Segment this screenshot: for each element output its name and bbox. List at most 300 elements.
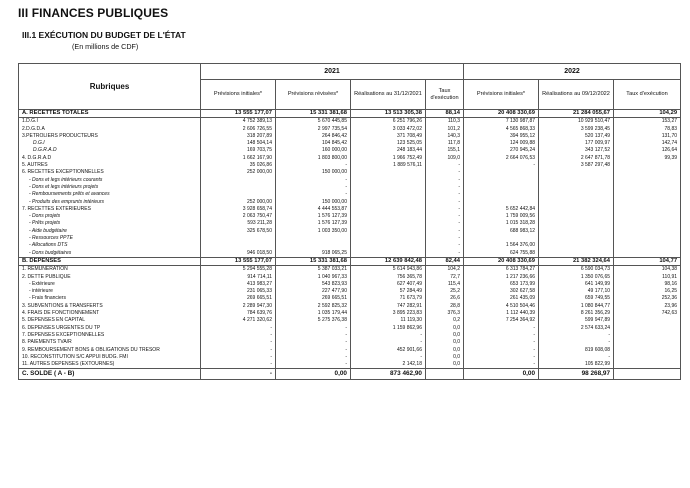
cell-value [351,199,426,206]
cell-value: 101,2 [426,126,464,133]
cell-value: 248 183,44 [351,147,426,154]
cell-value: - [201,339,276,346]
table-row [19,133,681,140]
cell-value: 20 408 330,69 [464,257,539,265]
cell-value: 0,2 [426,317,464,324]
row-label: 3. SUBVENTIONS & TRANSFERTS [19,303,201,310]
cell-value: 142,74 [614,140,681,147]
row-label: - Ressources PPTE [19,235,201,242]
row-label: 1.D.G.I [19,118,201,126]
table-row [19,295,681,302]
cell-value: 270 945,24 [464,147,539,154]
table-row [19,140,681,147]
table-row [19,310,681,317]
cell-value: 131,70 [614,133,681,140]
col-header: Taux d'exécution [614,80,681,110]
cell-value: 343 127,52 [539,147,614,154]
table-row [19,354,681,361]
cell-value: 543 823,93 [276,281,351,288]
table-row [19,250,681,258]
cell-value [614,354,681,361]
cell-value: 227 477,90 [276,288,351,295]
row-label: 1. RÉMUNÉRATION [19,266,201,274]
cell-value: - [201,332,276,339]
cell-value: 7 254 364,92 [464,317,539,324]
row-label: - Frais financiers [19,295,201,302]
cell-value: 25,2 [426,288,464,295]
table-row [19,347,681,354]
row-label: 9. REMBOURSEMENT BONS & OBLIGATIONS DU TRÉSOR [19,347,201,354]
cell-value: 318 207,89 [201,133,276,140]
cell-value [614,177,681,184]
row-label: 2. DETTE PUBLIQUE [19,274,201,281]
cell-value: 13 555 177,07 [201,257,276,265]
cell-value: 1 003 350,00 [276,228,351,235]
table-row [19,281,681,288]
cell-value: 593 211,28 [201,220,276,227]
cell-value: 2 997 735,54 [276,126,351,133]
table-row [19,257,681,265]
cell-value [276,235,351,242]
cell-value: 10 929 510,47 [539,118,614,126]
cell-value: 153,27 [614,118,681,126]
cell-value: - [464,162,539,169]
cell-value: 115,4 [426,281,464,288]
cell-value: - [464,354,539,361]
table-body [19,110,681,380]
cell-value [614,169,681,176]
table-row [19,177,681,184]
cell-value: - [426,191,464,198]
unit-note: (En millions de CDF) [72,42,139,51]
row-label: D.G.I [19,140,201,147]
cell-value: 5 387 033,21 [276,266,351,274]
cell-value: 269 665,51 [276,295,351,302]
cell-value: 413 983,27 [201,281,276,288]
cell-value [539,184,614,191]
cell-value: 873 462,90 [351,369,426,380]
cell-value: - [426,235,464,242]
cell-value: - [276,162,351,169]
cell-value: 4 752 389,13 [201,118,276,126]
table-row [19,242,681,249]
cell-value: 325 678,50 [201,228,276,235]
cell-value: 1 889 576,11 [351,162,426,169]
col-header: Taux d'exécution [426,80,464,110]
cell-value: 2 664 076,53 [464,155,539,162]
cell-value: 105 822,99 [539,361,614,369]
cell-value: 688 983,12 [464,228,539,235]
cell-value [614,347,681,354]
cell-value: 150 000,00 [276,199,351,206]
cell-value [614,361,681,369]
cell-value: 2 289 947,30 [201,303,276,310]
cell-value: - [539,332,614,339]
row-label: 6. RECETTES EXCEPTIONNELLES [19,169,201,176]
row-label: - Dons budgétaires [19,250,201,258]
cell-value: 641 149,99 [539,281,614,288]
cell-value [464,169,539,176]
cell-value: - [276,361,351,369]
year-2021-header: 2021 [201,64,464,80]
cell-value: - [201,354,276,361]
cell-value [614,242,681,249]
cell-value: 376,3 [426,310,464,317]
table-row [19,274,681,281]
cell-value: 23,96 [614,303,681,310]
cell-value: - [276,332,351,339]
row-label: - Extérieure [19,281,201,288]
cell-value: 1 350 076,65 [539,274,614,281]
row-label: 8. PAIEMENTS TVA/R [19,339,201,346]
cell-value [464,199,539,206]
row-label: D.G.R.A.D [19,147,201,154]
cell-value: - [426,220,464,227]
row-label: - Remboursements prêts et avances [19,191,201,198]
cell-value [201,242,276,249]
cell-value: - [276,191,351,198]
cell-value: - [464,325,539,332]
cell-value: - [351,354,426,361]
cell-value: 28,8 [426,303,464,310]
cell-value [201,191,276,198]
cell-value: - [276,184,351,191]
cell-value [539,235,614,242]
table-row [19,361,681,369]
cell-value: - [539,354,614,361]
cell-value: - [201,369,276,380]
cell-value [351,213,426,220]
cell-value [614,162,681,169]
cell-value: 3 599 238,45 [539,126,614,133]
cell-value [351,169,426,176]
table-row [19,220,681,227]
table-row [19,332,681,339]
cell-value: 1 662 167,90 [201,155,276,162]
row-label: - Allocations DTS [19,242,201,249]
cell-value [614,250,681,258]
cell-value: 15 331 381,68 [276,110,351,118]
cell-value: 11 119,30 [351,317,426,324]
row-label: 4. FRAIS DE FONCTIONNEMENT [19,310,201,317]
cell-value: 5 614 943,86 [351,266,426,274]
cell-value: 5 275 376,38 [276,317,351,324]
col-header: Prévisions initiales* [464,80,539,110]
cell-value: 140,3 [426,133,464,140]
cell-value: 5 670 445,85 [276,118,351,126]
cell-value: 117,8 [426,140,464,147]
cell-value: 72,7 [426,274,464,281]
cell-value [351,250,426,258]
cell-value: 5 652 442,84 [464,206,539,213]
cell-value: - [351,332,426,339]
table-row [19,199,681,206]
cell-value: - [426,228,464,235]
cell-value: 2 647 871,78 [539,155,614,162]
row-label: 3.PÉTROLIERS PRODUCTEURS [19,133,201,140]
cell-value: 8 261 356,29 [539,310,614,317]
cell-value: 0,0 [426,354,464,361]
cell-value: 742,63 [614,310,681,317]
cell-value: 1 159 862,96 [351,325,426,332]
cell-value: 1 576 127,39 [276,213,351,220]
cell-value: 160 000,00 [276,147,351,154]
cell-value: 3 587 297,48 [539,162,614,169]
cell-value: 1 217 236,66 [464,274,539,281]
cell-value: - [464,339,539,346]
cell-value: 394 955,12 [464,133,539,140]
cell-value [426,369,464,380]
cell-value [614,339,681,346]
cell-value: 3 928 658,74 [201,206,276,213]
cell-value: 49 177,10 [539,288,614,295]
cell-value [614,220,681,227]
cell-value: 98 268,97 [539,369,614,380]
cell-value: 6 313 784,27 [464,266,539,274]
cell-value [614,369,681,380]
table-row [19,288,681,295]
cell-value: - [201,361,276,369]
cell-value: 1 112 440,39 [464,310,539,317]
cell-value [351,220,426,227]
cell-value [614,184,681,191]
table-row [19,118,681,126]
page-title: III FINANCES PUBLIQUES [18,6,169,20]
cell-value [201,184,276,191]
cell-value: 0,00 [464,369,539,380]
cell-value [351,242,426,249]
cell-value [464,184,539,191]
cell-value: - [426,206,464,213]
cell-value: 2 063 750,47 [201,213,276,220]
cell-value: 252,36 [614,295,681,302]
cell-value: 302 627,58 [464,288,539,295]
cell-value: 1 040 967,33 [276,274,351,281]
row-label: 5. AUTRES [19,162,201,169]
cell-value [614,317,681,324]
cell-value [276,242,351,249]
col-header: Réalisations au 09/12/2022 [539,80,614,110]
year-2022-header: 2022 [464,64,681,80]
cell-value: - [426,242,464,249]
cell-value: 4 271 320,62 [201,317,276,324]
cell-value: 0,0 [426,332,464,339]
cell-value: 261 435,09 [464,295,539,302]
row-label: 5. DÉPENSES EN CAPITAL [19,317,201,324]
cell-value: 110,3 [426,118,464,126]
cell-value: 5 294 555,28 [201,266,276,274]
cell-value [351,235,426,242]
cell-value: 82,44 [426,257,464,265]
cell-value: 104 845,42 [276,140,351,147]
cell-value: 659 749,55 [539,295,614,302]
cell-value: - [539,339,614,346]
row-label: B. DÉPENSES [19,257,201,265]
cell-value [464,177,539,184]
cell-value [539,228,614,235]
col-header: Prévisions révisées* [276,80,351,110]
cell-value: 4 444 553,87 [276,206,351,213]
table-row [19,110,681,118]
cell-value [614,213,681,220]
cell-value: 21 284 055,67 [539,110,614,118]
cell-value: - [426,169,464,176]
cell-value: 371 708,49 [351,133,426,140]
cell-value: 520 137,49 [539,133,614,140]
cell-value: 78,83 [614,126,681,133]
cell-value: 57 284,49 [351,288,426,295]
cell-value [539,220,614,227]
cell-value: - [201,325,276,332]
cell-value: 123 525,05 [351,140,426,147]
cell-value: 169 703,75 [201,147,276,154]
table-title: III.1 EXÉCUTION DU BUDGET DE L'ÉTAT [22,30,186,40]
table-row [19,339,681,346]
cell-value: 231 065,33 [201,288,276,295]
cell-value: 1 966 752,49 [351,155,426,162]
table-row [19,162,681,169]
cell-value: 21 382 324,64 [539,257,614,265]
cell-value [539,199,614,206]
cell-value: 155,1 [426,147,464,154]
cell-value [614,199,681,206]
cell-value: 1 080 844,77 [539,303,614,310]
cell-value [201,177,276,184]
cell-value: - [276,347,351,354]
cell-value: - [276,354,351,361]
cell-value: - [426,184,464,191]
cell-value: 0,0 [426,325,464,332]
cell-value: 627 407,49 [351,281,426,288]
cell-value: 104,29 [614,110,681,118]
cell-value: 124 009,88 [464,140,539,147]
table-row [19,206,681,213]
cell-value: 13 555 177,07 [201,110,276,118]
cell-value: - [276,177,351,184]
cell-value [539,191,614,198]
cell-value [539,177,614,184]
cell-value: 99,39 [614,155,681,162]
cell-value [614,191,681,198]
table-row [19,235,681,242]
cell-value: 104,2 [426,266,464,274]
cell-value: 88,14 [426,110,464,118]
row-label: 10. RECONSTITUTION S/C APPUI BUDG. FMI [19,354,201,361]
table-row [19,317,681,324]
row-label: - Aide budgétaire [19,228,201,235]
cell-value: 784 639,76 [201,310,276,317]
cell-value: 26,6 [426,295,464,302]
cell-value: 624 755,88 [464,250,539,258]
cell-value: 150 000,00 [276,169,351,176]
cell-value: - [201,347,276,354]
table-row [19,213,681,220]
cell-value: 98,16 [614,281,681,288]
cell-value: 747 282,91 [351,303,426,310]
cell-value: 1 035 179,44 [276,310,351,317]
cell-value: 1 015 318,28 [464,220,539,227]
cell-value [351,228,426,235]
cell-value: 1 759 009,56 [464,213,539,220]
cell-value: 1 576 127,39 [276,220,351,227]
cell-value: 452 901,66 [351,347,426,354]
cell-value: 252 000,00 [201,199,276,206]
cell-value: 264 846,42 [276,133,351,140]
cell-value: 599 947,89 [539,317,614,324]
cell-value [614,325,681,332]
cell-value [614,228,681,235]
cell-value [614,332,681,339]
cell-value: - [464,361,539,369]
cell-value: 653 173,99 [464,281,539,288]
cell-value: 269 665,51 [201,295,276,302]
cell-value: 3 895 223,83 [351,310,426,317]
row-label: 7. DÉPENSES EXCEPTIONNELLES [19,332,201,339]
cell-value: 126,64 [614,147,681,154]
cell-value: - [426,213,464,220]
cell-value: 6 590 034,73 [539,266,614,274]
cell-value: 252 000,00 [201,169,276,176]
cell-value: 71 673,79 [351,295,426,302]
cell-value [351,177,426,184]
cell-value: 2 574 633,24 [539,325,614,332]
cell-value: 6 251 796,26 [351,118,426,126]
cell-value: 20 408 330,69 [464,110,539,118]
row-label: 2.D.G.D.A [19,126,201,133]
cell-value: 946 018,50 [201,250,276,258]
cell-value [539,206,614,213]
rubriques-header: Rubriques [19,64,201,110]
cell-value: 914 714,11 [201,274,276,281]
cell-value [539,169,614,176]
cell-value [614,235,681,242]
table-row [19,325,681,332]
cell-value: - [276,325,351,332]
cell-value: - [351,339,426,346]
cell-value: 1 803 800,00 [276,155,351,162]
table-row [19,266,681,274]
table-row [19,155,681,162]
cell-value: - [276,339,351,346]
cell-value: - [426,199,464,206]
cell-value [351,206,426,213]
cell-value: 1 564 376,00 [464,242,539,249]
cell-value [539,250,614,258]
cell-value: 3 033 472,02 [351,126,426,133]
cell-value: 35 026,86 [201,162,276,169]
table-row [19,126,681,133]
budget-table [18,63,681,380]
row-label: - Produits des emprunts intérieurs [19,199,201,206]
cell-value: 0,0 [426,339,464,346]
cell-value: 819 608,08 [539,347,614,354]
cell-value: - [426,250,464,258]
cell-value: 4 510 504,46 [464,303,539,310]
row-label: 4. D.G.R.A.D [19,155,201,162]
table-row [19,184,681,191]
cell-value: 756 365,78 [351,274,426,281]
cell-value [351,191,426,198]
cell-value: 110,91 [614,274,681,281]
cell-value: 0,0 [426,361,464,369]
cell-value: - [426,162,464,169]
table-row [19,147,681,154]
cell-value: 2 606 726,55 [201,126,276,133]
cell-value: - [426,177,464,184]
cell-value: 104,77 [614,257,681,265]
cell-value: 148 504,14 [201,140,276,147]
table-row [19,169,681,176]
